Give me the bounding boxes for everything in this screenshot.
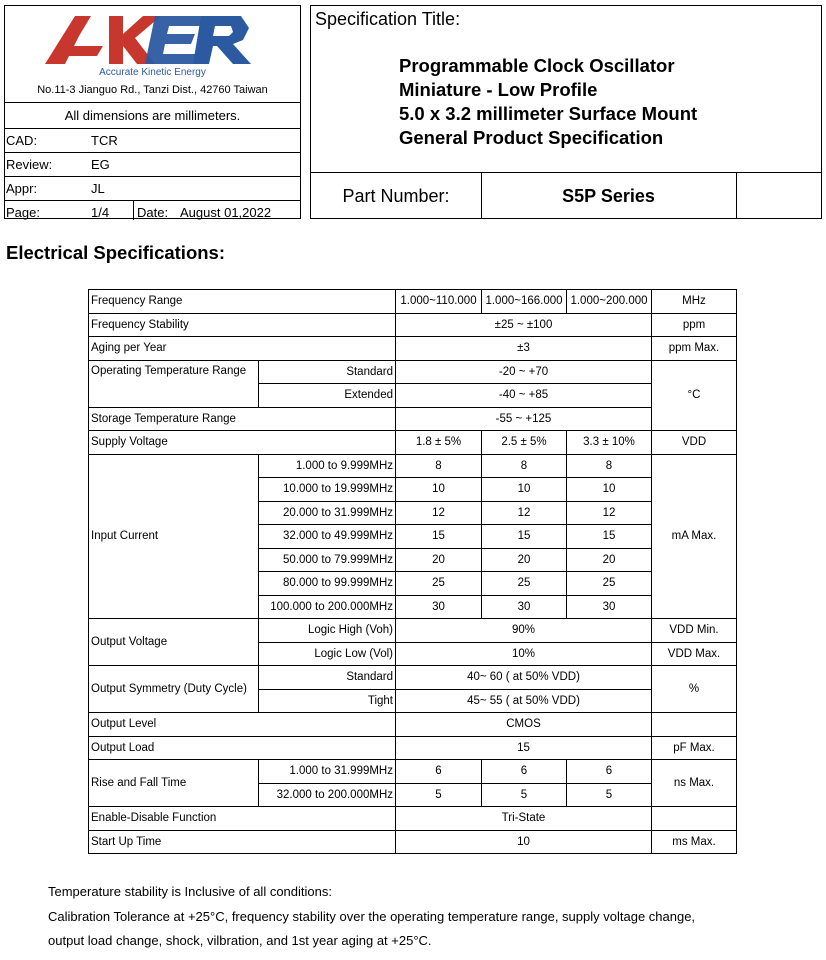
row-label: Output Symmetry (Duty Cycle) (89, 666, 259, 713)
cell: 15 (482, 525, 567, 549)
review-label: Review: (6, 157, 53, 172)
table-row (89, 807, 737, 831)
cell: 20 (482, 548, 567, 572)
spec-title-label: Specification Title: (315, 9, 461, 29)
cell: 2.5 ± 5% (482, 431, 567, 455)
spec-line: Programmable Clock Oscillator (399, 55, 675, 76)
cell: 6 (482, 760, 567, 784)
cell: 10 (567, 478, 652, 502)
note-line: Calibration Tolerance at +25°C, frequency stability over the operating temperature range, supply voltage change, (48, 908, 696, 924)
sub-label: 80.000 to 99.999MHz (259, 572, 396, 596)
cell: 15 (567, 525, 652, 549)
unit-cell (652, 713, 737, 737)
row-label: Input Current (89, 454, 259, 619)
sub-label: Logic High (Voh) (259, 619, 396, 643)
sub-label: 1.000 to 9.999MHz (259, 454, 396, 478)
unit-cell: ppm (652, 313, 737, 337)
review-row (5, 152, 300, 177)
unit-cell: VDD Max. (652, 642, 737, 666)
cell: 30 (482, 595, 567, 619)
cell: 1.000~166.000 (482, 290, 567, 314)
cell: 8 (396, 454, 482, 478)
sub-label: 1.000 to 31.999MHz (259, 760, 396, 784)
sub-label: 20.000 to 31.999MHz (259, 501, 396, 525)
cell: -55 ~ +125 (396, 407, 652, 431)
header-info-box (4, 5, 301, 219)
cell: 90% (396, 619, 652, 643)
page-row (5, 200, 300, 220)
unit-cell: pF Max. (652, 736, 737, 760)
table-row (89, 454, 737, 478)
cell: 30 (396, 595, 482, 619)
electrical-spec-table (88, 289, 737, 854)
cell: -40 ~ +85 (396, 384, 652, 408)
row-label: Supply Voltage (89, 431, 396, 455)
cell: 5 (482, 783, 567, 807)
table-row (89, 431, 737, 455)
cell: 10 (396, 830, 652, 854)
table-row (89, 290, 737, 314)
table-row (89, 407, 737, 431)
date-label: Date: (137, 205, 169, 220)
unit-cell: VDD (652, 431, 737, 455)
spec-line: 5.0 x 3.2 millimeter Surface Mount (399, 103, 698, 124)
cell: 40~ 60 ( at 50% VDD) (396, 666, 652, 690)
spec-line: General Product Specification (399, 127, 664, 148)
cell: 30 (567, 595, 652, 619)
spec-title-box (310, 5, 822, 219)
table-row (89, 619, 737, 643)
unit-cell: % (652, 666, 737, 713)
cell: 20 (567, 548, 652, 572)
cell: 10 (482, 478, 567, 502)
table-row (89, 313, 737, 337)
unit-cell (652, 807, 737, 831)
cell: 8 (482, 454, 567, 478)
unit-cell: ppm Max. (652, 337, 737, 361)
cell: 45~ 55 ( at 50% VDD) (396, 689, 652, 713)
appr-row (5, 176, 300, 201)
cell: -20 ~ +70 (396, 360, 652, 384)
page-value: 1/4 (91, 205, 110, 220)
part-number-value: S5P Series (562, 186, 655, 206)
row-label: Output Voltage (89, 619, 259, 666)
sub-label: Logic Low (Vol) (259, 642, 396, 666)
tagline: Accurate Kinetic Energy (99, 67, 206, 78)
note-line: Temperature stability is Inclusive of all conditions: (48, 884, 332, 899)
cell: 1.8 ± 5% (396, 431, 482, 455)
cell: 12 (567, 501, 652, 525)
cell: 8 (567, 454, 652, 478)
cad-value: TCR (91, 133, 118, 148)
spec-title-lines (399, 54, 697, 150)
part-number-label: Part Number: (342, 186, 450, 206)
cad-label: CAD: (6, 133, 38, 148)
unit-cell: MHz (652, 290, 737, 314)
cell: ±25 ~ ±100 (396, 313, 652, 337)
sub-label: Standard (259, 360, 396, 384)
row-label: Storage Temperature Range (89, 407, 396, 431)
company-address: No.11-3 Jianguo Rd., Tanzi Dist., 42760 Taiwan (37, 84, 268, 96)
row-label: Output Level (89, 713, 396, 737)
cell: Tri-State (396, 807, 652, 831)
cell: 3.3 ± 10% (567, 431, 652, 455)
sub-label: 32.000 to 49.999MHz (259, 525, 396, 549)
sub-label: 100.000 to 200.000MHz (259, 595, 396, 619)
cell: 25 (396, 572, 482, 596)
table-row (89, 666, 737, 690)
section-title: Electrical Specifications: (6, 242, 226, 263)
cell: 6 (567, 760, 652, 784)
table-row (89, 713, 737, 737)
table-row (89, 760, 737, 784)
cell: 5 (567, 783, 652, 807)
unit-cell: °C (652, 360, 737, 431)
row-label: Enable-Disable Function (89, 807, 396, 831)
unit-cell: ns Max. (652, 760, 737, 807)
dimensions-note: All dimensions are millimeters. (5, 102, 300, 129)
page-label: Page: (6, 205, 40, 220)
date-value: August 01,2022 (180, 205, 272, 220)
row-label: Frequency Stability (89, 313, 396, 337)
table-row (89, 736, 737, 760)
cell: CMOS (396, 713, 652, 737)
cell: 25 (482, 572, 567, 596)
row-label: Operating Temperature Range (89, 360, 259, 407)
appr-value: JL (91, 181, 105, 196)
cell: 5 (396, 783, 482, 807)
unit-cell: mA Max. (652, 454, 737, 619)
cell: 1.000~110.000 (396, 290, 482, 314)
appr-label: Appr: (6, 181, 38, 196)
sub-label: Tight (259, 689, 396, 713)
sub-label: 32.000 to 200.000MHz (259, 783, 396, 807)
cell: 15 (396, 736, 652, 760)
row-label: Start Up Time (89, 830, 396, 854)
sub-label: Extended (259, 384, 396, 408)
cell: 12 (482, 501, 567, 525)
cell: 20 (396, 548, 482, 572)
table-row (89, 830, 737, 854)
cell: 15 (396, 525, 482, 549)
unit-cell: ms Max. (652, 830, 737, 854)
table-row (89, 360, 737, 384)
sub-label: Standard (259, 666, 396, 690)
part-number-row (311, 172, 821, 219)
cell: 10% (396, 642, 652, 666)
spec-line: Miniature - Low Profile (399, 79, 598, 100)
row-label: Rise and Fall Time (89, 760, 259, 807)
row-label: Output Load (89, 736, 396, 760)
cad-row (5, 128, 300, 153)
cell: 6 (396, 760, 482, 784)
review-value: EG (91, 157, 110, 172)
notes (48, 880, 695, 954)
cell: 25 (567, 572, 652, 596)
cell: 12 (396, 501, 482, 525)
sub-label: 10.000 to 19.999MHz (259, 478, 396, 502)
unit-cell: VDD Min. (652, 619, 737, 643)
cell: 10 (396, 478, 482, 502)
cell: ±3 (396, 337, 652, 361)
row-label: Frequency Range (89, 290, 396, 314)
row-label: Aging per Year (89, 337, 396, 361)
table-row (89, 337, 737, 361)
cell: 1.000~200.000 (567, 290, 652, 314)
sub-label: 50.000 to 79.999MHz (259, 548, 396, 572)
note-line: output load change, shock, vilbration, and 1st year aging at +25°C. (48, 933, 432, 948)
